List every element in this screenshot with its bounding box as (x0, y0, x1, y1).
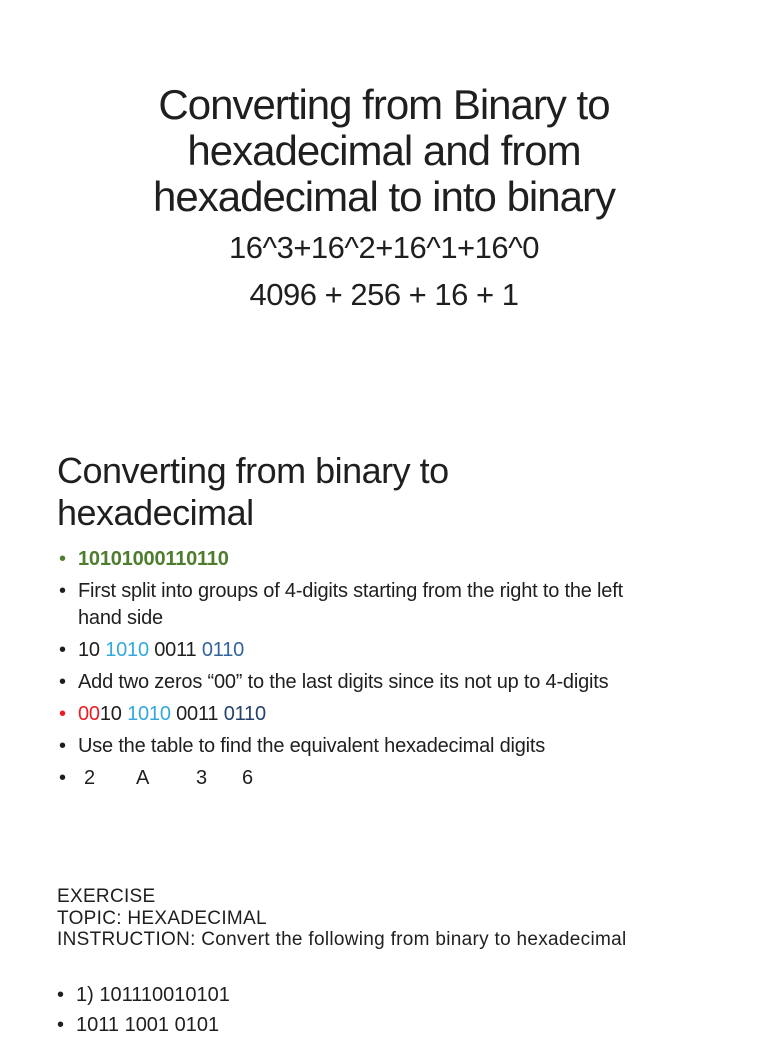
bullet-grouped-binary (57, 637, 669, 664)
page-title (0, 82, 768, 220)
title-line-3: hexadecimal to into binary (153, 173, 615, 220)
bullet-padded-binary (57, 701, 669, 728)
exercise-label: EXERCISE (57, 886, 156, 907)
bullet-hex-result (57, 765, 669, 792)
bullet-pad-instruction: • Add two zeros “00” to the last digits since its not up to 4-digits (57, 669, 669, 696)
exercise-topic: TOPIC: HEXADECIMAL (57, 907, 267, 929)
grouped-group2: 0110 (201, 639, 245, 661)
hex-digit-1: 2 (84, 767, 95, 789)
grouped-group1: 1010 (105, 639, 149, 661)
padded-mid: 0011 (170, 703, 224, 725)
grouped-prefix: 10 (78, 639, 106, 661)
section-heading-line-1: Converting from binary to (57, 450, 449, 491)
bullet-binary-value (57, 546, 669, 573)
exercise-item-2: • 1011 1001 0101 (57, 1014, 230, 1036)
bullet-split-instruction: • First split into groups of 4-digits starting from the right to the left hand side (57, 578, 669, 632)
formula-powers: 16^3+16^2+16^1+16^0 (229, 230, 539, 265)
hex-digit-3: 3 (196, 767, 207, 789)
title-line-1: Converting from Binary to (158, 81, 610, 128)
title-subtext (0, 224, 768, 318)
hex-digit-4: 6 (242, 767, 253, 789)
exercise-item-1: • 1) 101110010101 (57, 984, 230, 1006)
padded-group2: 0110 (223, 703, 266, 725)
exercise-header (57, 886, 627, 951)
section-heading (57, 450, 449, 534)
binary-value-text: 10101000110110 (78, 548, 229, 570)
padded-rest: 10 (99, 703, 128, 725)
exercise-instruction: INSTRUCTION: Convert the following from binary to hexadecimal (57, 929, 627, 950)
padded-zeros: 00 (78, 703, 100, 725)
hex-digit-2: A (136, 767, 150, 789)
bullet-table-instruction: • Use the table to find the equivalent hexadecimal digits (57, 733, 669, 760)
padded-group1: 1010 (127, 703, 171, 725)
section-heading-line-2: hexadecimal (57, 492, 254, 533)
grouped-mid: 0011 (148, 639, 202, 661)
formula-values: 4096 + 256 + 16 + 1 (249, 277, 519, 312)
exercise-list (57, 984, 230, 1044)
title-line-2: hexadecimal and from (187, 127, 581, 174)
bullet-list (57, 546, 669, 797)
